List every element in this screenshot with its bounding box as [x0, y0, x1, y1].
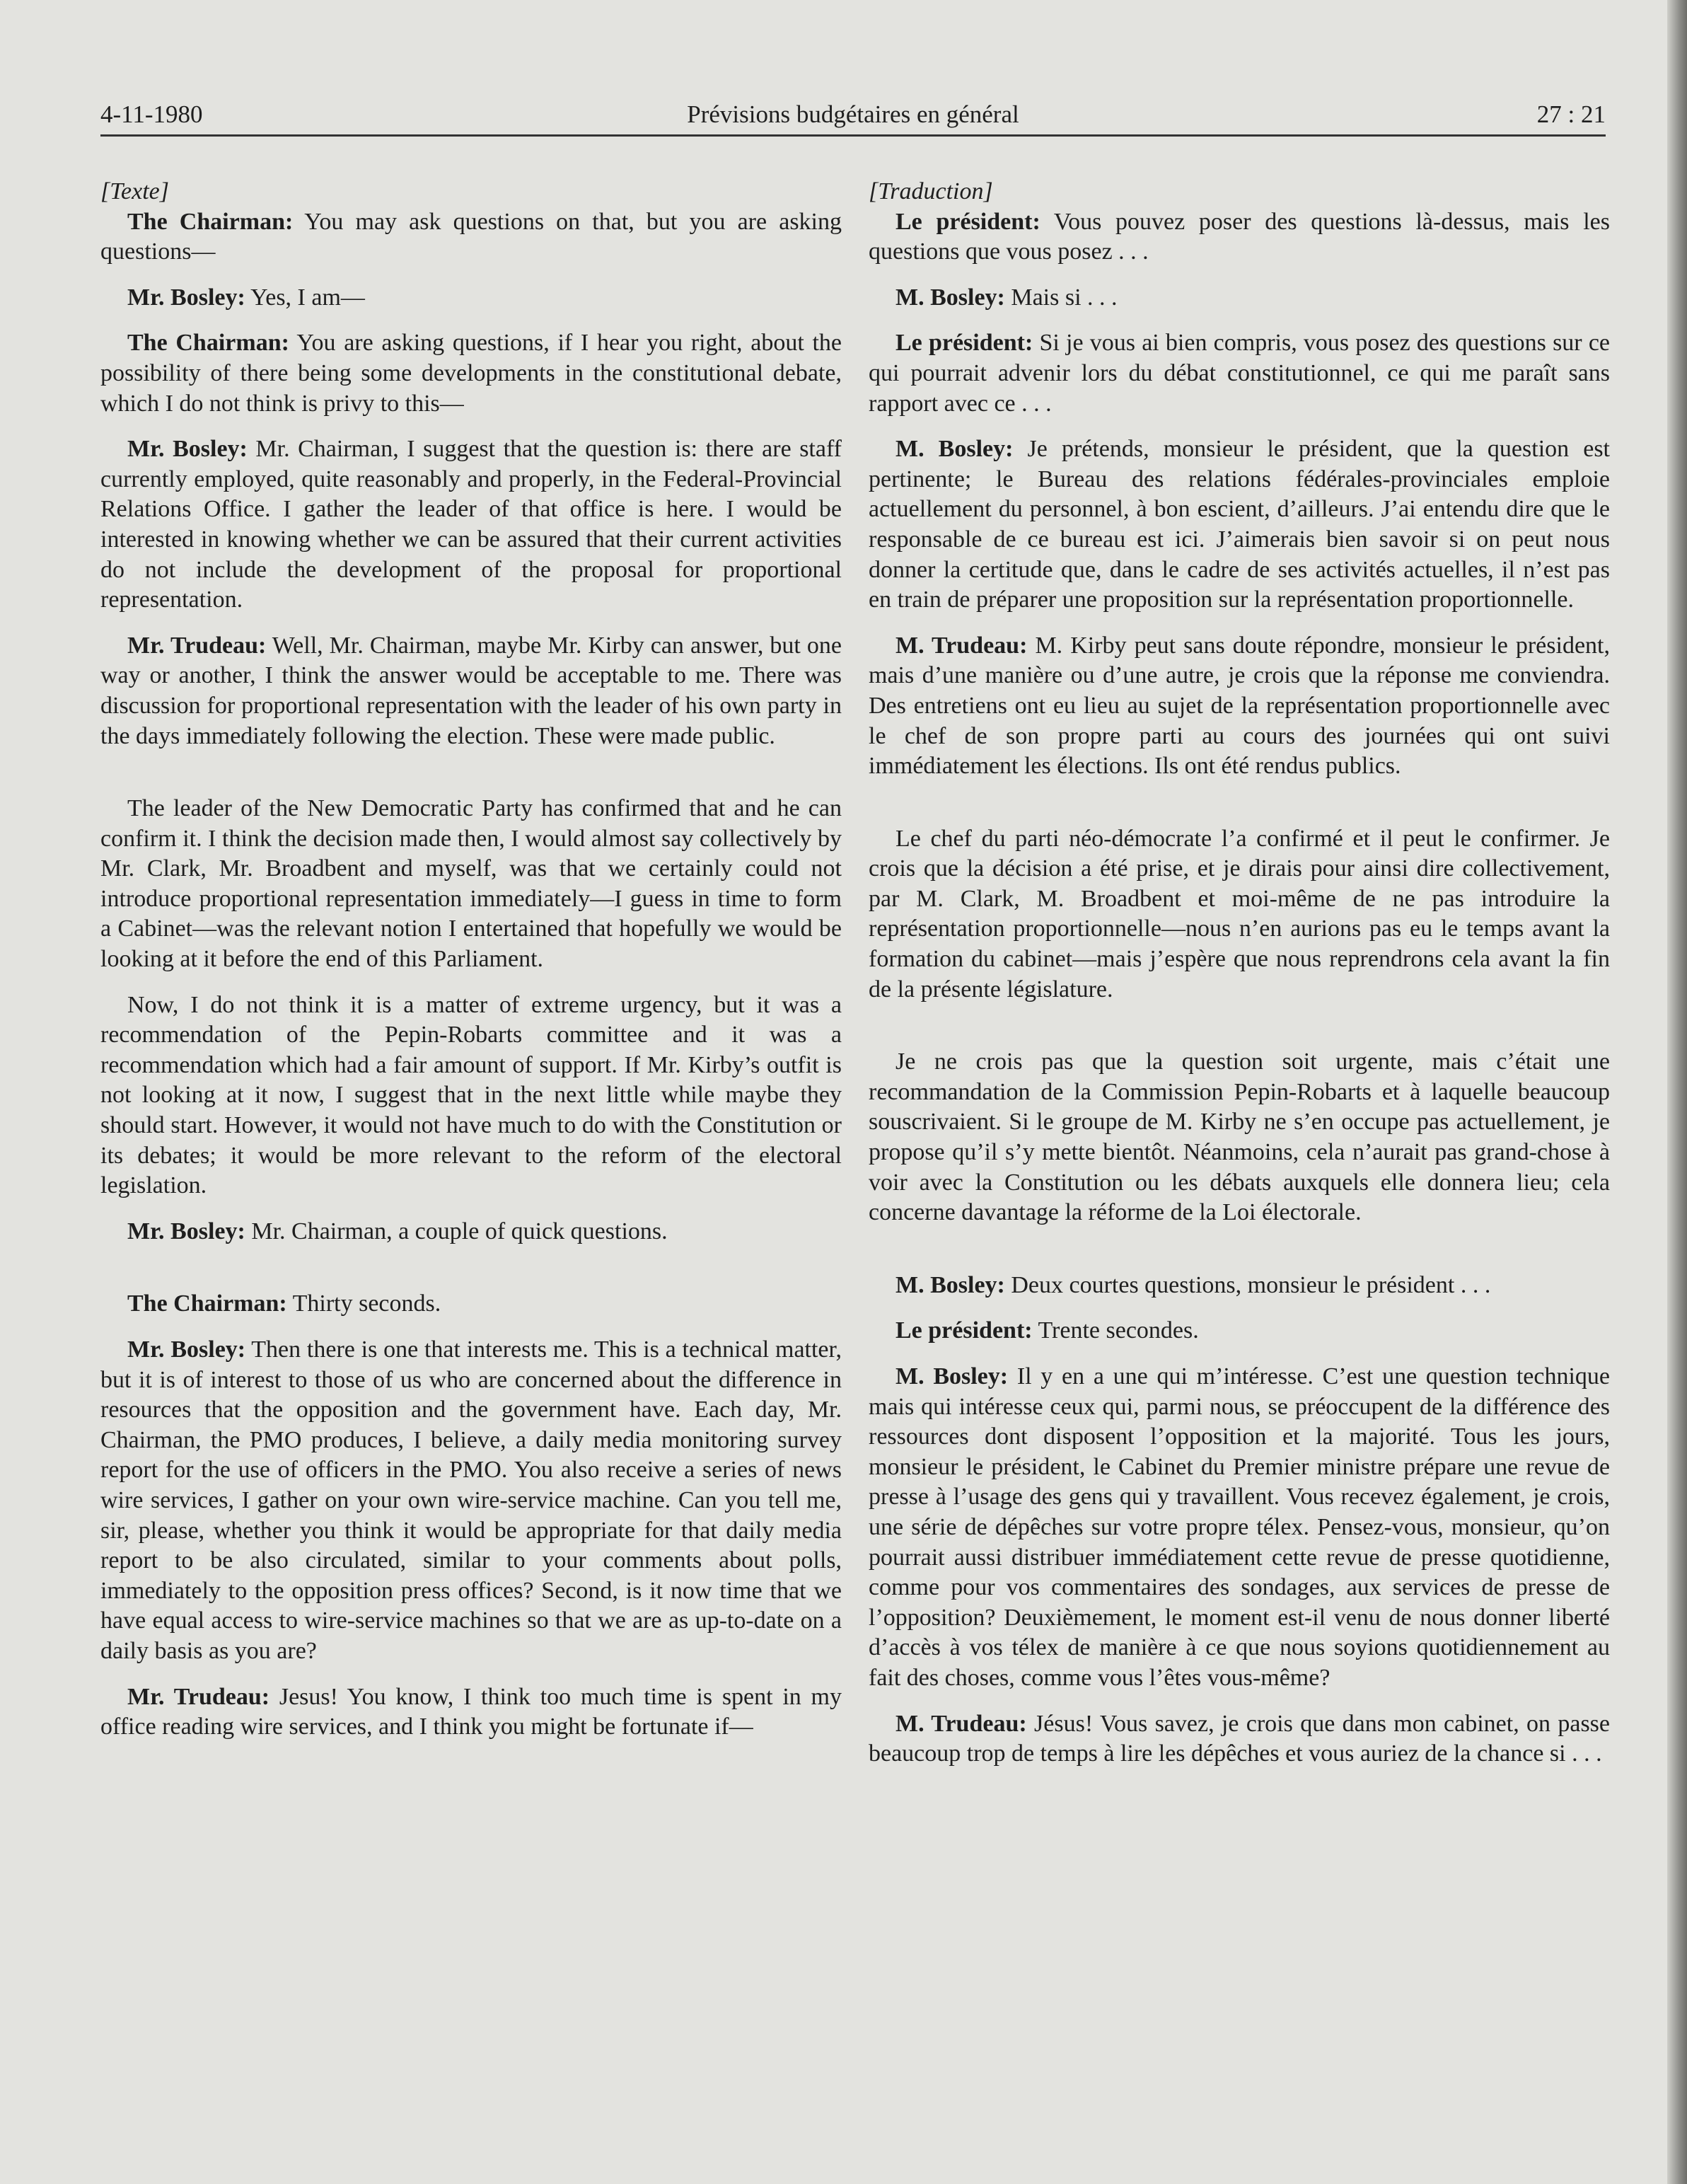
header-title: Prévisions budgétaires en général — [687, 100, 1019, 128]
paragraph — [869, 207, 1610, 267]
paragraph-text: Trente secondes. — [1032, 1317, 1199, 1344]
speaker-name: Mr. Bosley: — [127, 1218, 245, 1244]
paragraph-text: Deux courtes questions, monsieur le président . . . — [1004, 1271, 1491, 1298]
paragraph-text: Mr. Chairman, a couple of quick questions. — [245, 1218, 668, 1244]
running-header — [100, 98, 1606, 137]
column-label-text: Texte — [110, 178, 160, 204]
speaker-name: M. Trudeau: — [895, 632, 1028, 659]
paragraph-text: Jesus! You know, I think too much time is spent in my office reading wire services, and I think you might be fortunate if— — [100, 1683, 842, 1740]
speaker-name: Mr. Bosley: — [127, 436, 248, 463]
paragraph — [869, 1271, 1610, 1301]
paragraph — [869, 824, 1610, 1005]
speaker-name: Mr. Trudeau: — [127, 632, 267, 659]
paragraph-text: Mais si . . . — [1004, 284, 1118, 311]
paragraph-text: Yes, I am— — [245, 284, 365, 311]
paragraph-text: Then there is one that interests me. This is a technical matter, but it is of interest to those of us who are concerned about the difference in resources that the opposition and the government have. Each day, Mr. Chairman, the PMO produces, I believe, a daily media monitoring survey report for the use of officers in the PMO. You also receive a series of news wire services, I gather on your own wire-service machine. Can you tell me, sir, please, whether you think it would be appropriate for that daily media report to be also circulated, similar to your comments about polls, immediately to the opposition press offices? Second, is it now time that we have equal access to wire-service machines so that we are as up-to-date on a daily basis as you are? — [100, 1336, 842, 1664]
paragraph-text: Mr. Chairman, I suggest that the question is: there are staff currently employed, quite reasonably and properly, in the Federal-Provincial Relations Office. I gather the leader of that office is here. I would be interested in knowing whether we can be assured that their current activities do not include the development of the proposal for proportional representation. — [100, 436, 842, 613]
paragraph — [869, 631, 1610, 782]
paragraph — [869, 1709, 1610, 1769]
paragraph — [100, 1682, 842, 1743]
paragraph-text: Je prétends, monsieur le président, que la question est pertinente; le Bureau des relations fédérales-provinciales emploie actuellement du personnel, à bon escient, d’ailleurs. J’ai entendu dire que le responsable de ce bureau est ici. J’aimerais bien savoir si on peut nous donner la certitude que, dans le cadre de ses activités actuelles, il n’est pas en train de préparer une proposition sur la représentation proportionnelle. — [869, 436, 1611, 613]
paragraph — [100, 1217, 842, 1247]
paragraph — [100, 631, 842, 751]
paragraph — [100, 1289, 842, 1319]
paragraph — [869, 1362, 1610, 1694]
column-label: [Traduction] — [869, 178, 993, 204]
speaker-name: Mr. Bosley: — [127, 1336, 246, 1363]
paragraph-text: Now, I do not think it is a matter of extreme urgency, but it was a recommendation of the Pepin-Robarts committee and it was a recommendation which had a fair amount of support. If Mr. Kirby’s outfit is not looking at it now, I suggest that in the next little while maybe they should start. However, it would not have much to do with the Constitution or its debates; it would be more relevant to the reform of the electoral legislation. — [100, 991, 842, 1199]
paragraph — [100, 990, 842, 1201]
paragraph-text: Le chef du parti néo-démocrate l’a confirmé et il peut le confirmer. Je crois que la décision a été prise, et je dirais pour ainsi dire collectivement, par M. Clark, M. Broadbent et moi-même de ne pas introduire la représentation proportionnelle—nous n’en aurions pas eu le temps avant la formation du cabinet—mais j’espère que nous reprendrons cela avant la fin de la présente législature. — [869, 825, 1610, 1003]
paragraph-text: M. Kirby peut sans doute répondre, monsieur le président, mais d’une manière ou d’une autre, je crois que la réponse me conviendra. Des entretiens ont eu lieu au sujet de la représentation proportionnelle avec le chef de son propre parti au cours des journées qui ont suivi immédiatement les élections. Ils ont été rendus publics. — [869, 632, 1610, 780]
speaker-name: M. Bosley: — [895, 1363, 1009, 1389]
column-label-text: Traduction — [878, 178, 984, 204]
paragraph-text: You are asking questions, if I hear you right, about the possibility of there being some developments in the constitutional debate, which I do not think is privy to this— — [100, 330, 842, 417]
speaker-name: Mr. Trudeau: — [127, 1683, 270, 1710]
speaker-name: M. Trudeau: — [895, 1710, 1027, 1737]
speaker-name: The Chairman: — [127, 208, 294, 235]
paragraph-text: Si je vous ai bien compris, vous posez des questions sur ce qui pourrait advenir lors du débat constitutionnel, ce qui me paraît sans rapport avec ce . . . — [869, 330, 1611, 417]
english-column — [100, 177, 842, 1758]
speaker-name: M. Bosley: — [895, 284, 1005, 311]
speaker-name: Le président: — [895, 208, 1040, 235]
paragraph — [100, 283, 842, 313]
paragraph — [869, 1047, 1610, 1228]
paragraph-text: Well, Mr. Chairman, maybe Mr. Kirby can answer, but one way or another, I think the answer would be acceptable to me. There was discussion for proportional representation with the leader of his own party in the days immediately following the election. These were made public. — [100, 632, 842, 749]
paragraph-text: Il y en a une qui m’intéresse. C’est une question technique mais qui intéresse ceux qui, parmi nous, se préoccupent de la différence des ressources dont disposent l’opposition et la majorité. Tous les jours, monsieur le président, le Cabinet du Premier ministre prépare une revue de presse à l’usage des gens qui y travaillent. Vous recevez également, je crois, une série de dépêches sur votre propre télex. Pensez-vous, monsieur, qu’on pourrait aussi distribuer immédiatement cette revue de presse quotidienne, comme pour vos commentaires des sondages, aux services de presse de l’opposition? Deuxièmement, le moment est-il venu de nous donner liberté d’accès à vos télex de manière à ce que nous soyions quotidiennement au fait des choses, comme vous l’êtes vous-même? — [869, 1363, 1611, 1691]
paragraph — [869, 1316, 1610, 1346]
paragraph-text: Je ne crois pas que la question soit urgente, mais c’était une recommandation de la Commission Pepin-Robarts et à laquelle beaucoup souscrivaient. Si le groupe de M. Kirby ne s’en occupe pas actuellement, je propose qu’il s’y mette bientôt. Néanmoins, cela n’aurait pas grand-chose à voir avec la Constitution ou les débats auxquels elle donnera lieu; cela concerne davantage la réforme de la Loi électorale. — [869, 1048, 1610, 1226]
paragraph — [100, 207, 842, 267]
paragraph-text: You may ask questions on that, but you are asking questions— — [100, 208, 842, 265]
paragraph — [869, 283, 1610, 313]
paragraph-text: Vous pouvez poser des questions là-dessus, mais les questions que vous posez . . . — [869, 208, 1611, 265]
paragraph — [100, 1335, 842, 1667]
page-number: 27 : 21 — [1536, 100, 1606, 128]
speaker-name: Mr. Bosley: — [127, 284, 245, 311]
paragraph-text: The leader of the New Democratic Party has confirmed that and he can confirm it. I think the decision made then, I would almost say collectively by Mr. Clark, Mr. Broadbent and myself, was that we certainly could not introduce proportional representation immediately—I guess in time to form a Cabinet—was the relevant notion I entertained that hopefully we would be looking at it before the end of this Parliament. — [100, 795, 842, 973]
speaker-name: The Chairman: — [127, 330, 289, 357]
speaker-name: The Chairman: — [127, 1290, 287, 1317]
paragraph — [100, 434, 842, 616]
speaker-name: Le président: — [895, 1317, 1033, 1344]
speaker-name: M. Bosley: — [895, 1271, 1005, 1298]
paragraph — [869, 434, 1610, 616]
paragraph — [869, 328, 1610, 419]
speaker-name: Le président: — [895, 330, 1033, 357]
speaker-name: M. Bosley: — [895, 436, 1014, 463]
paragraph-text: Jésus! Vous savez, je crois que dans mon cabinet, on passe beaucoup trop de temps à lire les dépêches et vous auriez de la chance si . . . — [869, 1710, 1610, 1767]
paragraph-text: Thirty seconds. — [286, 1290, 441, 1317]
paragraph — [100, 794, 842, 975]
column-label: [Texte] — [100, 178, 169, 204]
binding-edge — [1667, 0, 1687, 2184]
header-date: 4-11-1980 — [100, 100, 203, 128]
paragraph — [100, 328, 842, 419]
french-column — [869, 177, 1610, 1785]
